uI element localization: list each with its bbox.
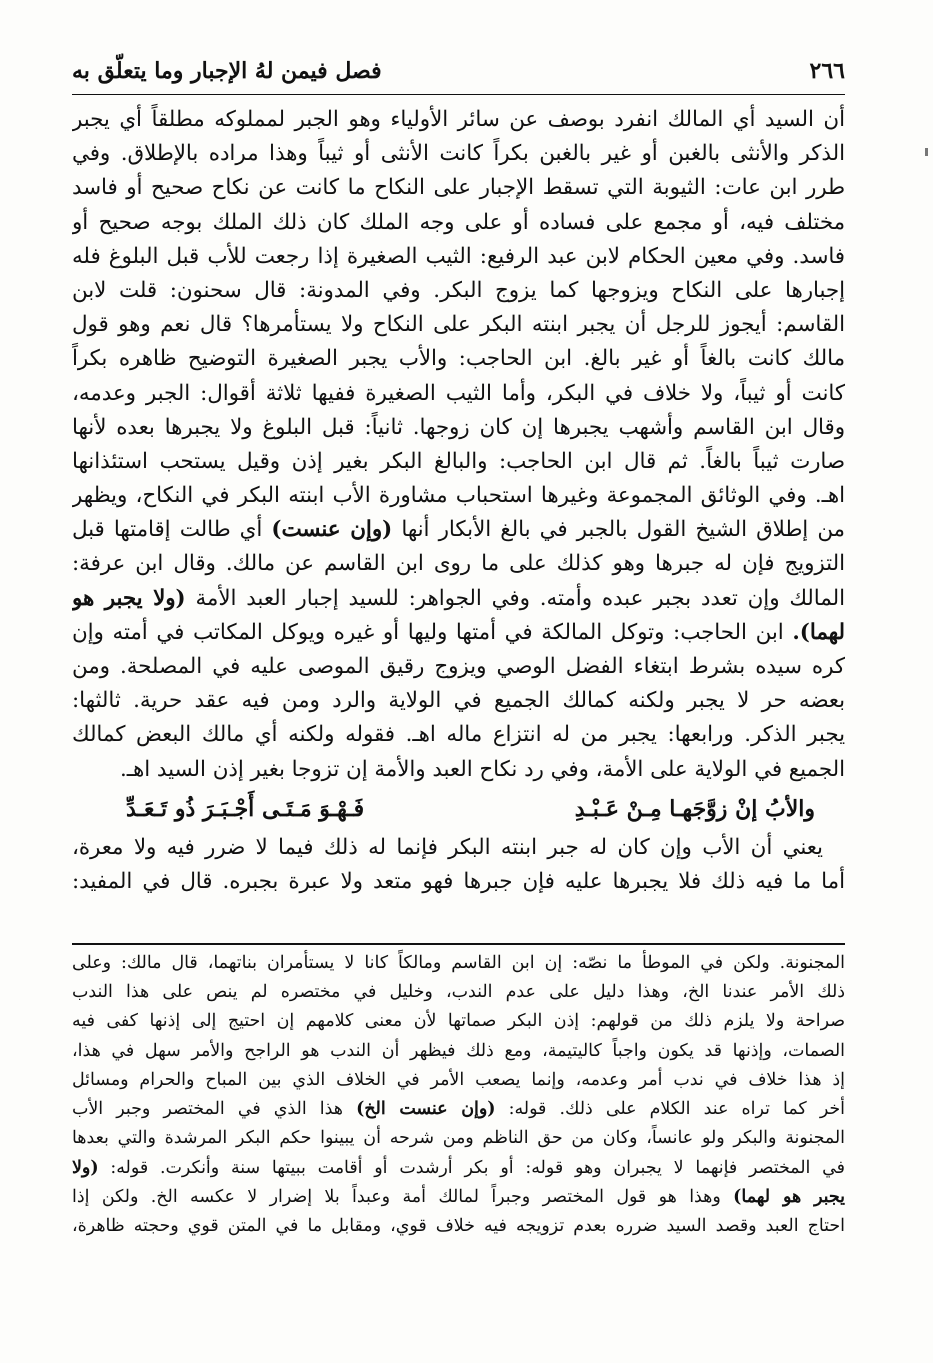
body-line: اهـ. وفي الوثائق المجموعة وغيرها استحباب مشاورة الأب ابنته البكر في النكاح، ويظهر — [72, 483, 845, 509]
body-line: بعضه حر لا يجبر ولكنه كمالك الجميع في الولاية والرد ومن فيه عقد حرية. ثالثها: — [72, 688, 845, 714]
verse-hemistich-first: والأبُ إنْ زوَّجَهـا مِـنْ عَـبْـدِ — [574, 795, 815, 822]
footnotes — [72, 949, 845, 1242]
body-line: فاسد. وفي معين الحكام لابن عبد الرفيع: الثيب الصغيرة إذا رجعت للأب قبل البلوغ فله — [72, 243, 845, 269]
body-line: الجميع في الولاية على الأمة، وفي رد نكاح العبد والأمة إن تزوجا بغير إذن السيد اهـ. — [120, 756, 845, 782]
page-number: ٢٦٦ — [809, 58, 845, 84]
verse-hemistich-second: فَـهْـوَ مَـتَـى أَجْـبَـرَ ذُو تَـعَـدِّ — [126, 795, 365, 822]
body-line: القاسم: أيجوز للرجل أن يجبر ابنته البكر على النكاح ولا يستأمرها؟ قال نعم وهو قول — [72, 312, 845, 338]
footnote-line: المجنونة والبكر ولو عانساً، وكان من حق الناظم ومن شرحه أن يبينوا حكم البكر المرشدة والتي بعدها — [72, 1128, 845, 1149]
body-line: وقال ابن القاسم وأشهب يجبرها إن كان زوجها. ثانياً: قبل البلوغ ولا يجبرها بعده لأنها — [72, 414, 845, 440]
body-line: كانت أو ثيباً، ولا خلاف في البكر، وأما الثيب الصغيرة ففيها ثلاثة أقوال: الجبر وعدمه، — [72, 380, 845, 406]
book-page — [72, 54, 845, 1344]
verse-line — [72, 787, 845, 831]
text-run: في المختصر فإنهما لا يجبران وهو قوله: أو بكر أرشدت أو أقامت ببيتها سنة وأنكرت. قوله: — [110, 1157, 845, 1178]
bold-quote: (ولا — [72, 1157, 99, 1178]
footnote-line: الصمات، وإذنها قد يكون واجباً كاليتيمة، ومع ذلك فيظهر أن الندب هو الراجح والأمر سهل في هذا، — [72, 1040, 845, 1061]
body-line: طرر ابن عات: الثيوبة التي تسقط الإجبار على النكاح ما كانت عن نكاح صحيح أو فاسد — [72, 175, 845, 201]
body-line: مالك كانت بالغاً أو غير بالغ. ابن الحاجب: والأب يجبر الصغيرة التوضيح ظاهره بكراً — [72, 346, 845, 372]
bold-quote: يجبر هو لهما) — [733, 1187, 845, 1207]
main-text — [72, 103, 845, 899]
footnote-line: المجنونة. ولكن في الموطأ ما نصّه: إن ابن القاسم ومالكاً كانا لا يستأمران بناتهما، قال مالك: وعلى — [72, 952, 845, 973]
running-header — [72, 54, 845, 95]
bold-quote: لهما). — [792, 619, 845, 645]
commentary-line: أما ما فيه ذلك فلا يجبرها عليه فإن جبرها فهو متعد ولا عبرة بجبره. قال في المفيد: — [72, 868, 845, 894]
footnote-line — [72, 1154, 845, 1183]
footnote-line: احتاج العبد وقصد السيد ضرره بعدم تزويجه فيه خلاف قوي، ومقابل ما في المتن قوي وحجته ظاهرة، — [72, 1216, 845, 1237]
bold-quote: (وإن عنست الخ) — [356, 1099, 496, 1120]
footnote-line: إذ هذا خلاف في ندب أمر وعدمه، وإنما يصعب الأمر في الخلاف الذي بين المباح والحرام ومسائل — [72, 1069, 845, 1090]
bold-quote: (ولا يجبر هو — [72, 585, 186, 611]
text-run: أخر كما تراه عند الكلام على ذلك. قوله: — [508, 1099, 845, 1120]
body-line — [72, 513, 845, 547]
commentary-line: يعني أن الأب وإن كان له جبر ابنته البكر فإنما له ذلك فيما لا ضرر فيه ولا معرة، — [72, 834, 823, 860]
body-line — [72, 616, 845, 650]
body-line: صارت ثيباً بالغاً. ثم قال ابن الحاجب: والبالغ البكر بغير إذن وقيل يستحب استئذانها — [72, 448, 845, 474]
bold-quote: (وإن عنست) — [271, 517, 393, 543]
text-run: وهذا هو قول المختصر وجبراً لمالك أمة وعبداً بلا إضرار لا عكسه الخ. ولكن إذا — [72, 1187, 721, 1207]
body-line: إجبارها على النكاح ويزوجها كما يزوج البكر. وفي المدونة: قال سحنون: قلت لابن — [72, 277, 845, 303]
body-line: الذكر والأنثى بالغبن أو غير بالغبن بكراً كانت الأنثى أو ثيباً وهذا مراده بالإطلاق. وفي — [72, 141, 845, 167]
text-run: أي طالت إقامتها قبل — [72, 517, 263, 543]
footnote-line — [72, 1095, 845, 1124]
footnote-divider — [72, 943, 845, 945]
footnote-line: ذلك الأمر عندنا الخ، وهذا دليل على عدم الندب، وخليل في مختصره لم ينص على هذا الندب — [72, 981, 845, 1002]
text-run: هذا الذي في المختصر وجبر الأب — [72, 1099, 343, 1120]
body-line: يجبر الذكر. ورابعها: يجبر من له انتزاع ماله اهـ. فقوله ولكنه أي مالك البعض كمالك — [72, 722, 845, 748]
text-run: من إطلاق الشيخ القول بالجبر في بالغ الأبكار أنها — [401, 517, 845, 543]
text-run: المالك وإن تعدد بجبر عبده وأمته. وفي الجواهر: للسيد إجبار العبد الأمة — [195, 585, 845, 611]
body-line — [72, 582, 845, 616]
footnote-line — [72, 1183, 845, 1212]
footnote-line: صراحة ولا يلزم ذلك من قولهم: إذن البكر صماتها لأن معنى كلامهم إن احتيج إلى إذنها كفى فيه — [72, 1011, 845, 1032]
body-line: أن السيد أي المالك انفرد بوصف عن سائر الأولياء وهو الجبر لمملوكه مطلقاً أي يجبر — [72, 107, 845, 132]
body-line: مختلف فيه، أو مجمع على فساده أو على وجه الملك كان ذلك الملك بوجه صحيح أو — [72, 209, 845, 235]
body-line: التزويج فإن له جبرها وهو كذلك على ما روى ابن القاسم عن مالك. وقال ابن عرفة: — [72, 551, 845, 577]
body-line: كره سيده بشرط ابتغاء الفضل الوصي ويزوج رقيق الموصى عليه في المصلحة. ومن — [72, 654, 845, 679]
text-run: ابن الحاجب: وتوكل المالكة في أمتها وليها أو غيره ويوكل المكاتب في أمته وإن — [72, 619, 784, 645]
scan-mark — [925, 148, 928, 156]
chapter-title: فصل فيمن لهُ الإجبار وما يتعلّق به — [72, 58, 382, 84]
